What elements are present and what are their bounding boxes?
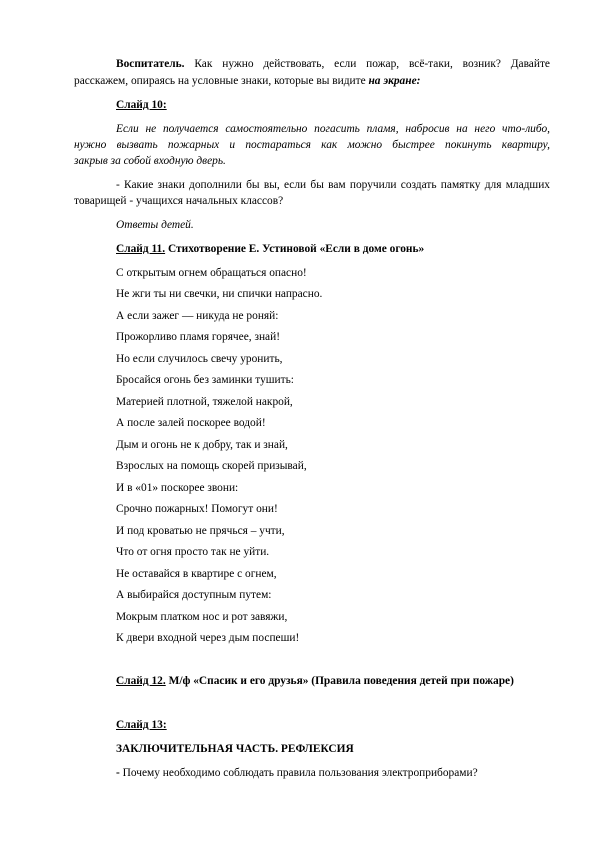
poem-line: К двери входной через дым поспеши! bbox=[116, 632, 300, 644]
slide10-italic-3: закрыв за собой входную дверь. bbox=[74, 155, 226, 167]
poem-line: И в «01» поскорее звони: bbox=[116, 482, 239, 494]
slide10-heading: Слайд 10: bbox=[116, 99, 167, 111]
slide11-heading: Слайд 11. bbox=[116, 243, 166, 255]
section-heading: ЗАКЛЮЧИТЕЛЬНАЯ ЧАСТЬ. РЕФЛЕКСИЯ bbox=[116, 743, 354, 755]
intro-emphasis: на экране: bbox=[368, 75, 421, 87]
poem-line: Дым и огонь не к добру, так и знай, bbox=[116, 439, 288, 451]
slide11-heading-line bbox=[116, 242, 556, 256]
intro-line-1 bbox=[116, 57, 550, 71]
slide12-heading-line bbox=[116, 674, 556, 688]
question-dash: - bbox=[116, 767, 120, 779]
slide10-italic-1: Если не получается самостоятельно погасить пламя, набросив на него что-либо, bbox=[116, 123, 550, 135]
poem-line: Но если случилось свечу уронить, bbox=[116, 353, 283, 365]
poem-line: Бросайся огонь без заминки тушить: bbox=[116, 374, 294, 386]
slide12-heading: Слайд 12. bbox=[116, 675, 166, 687]
poem-line: А если зажег — никуда не роняй: bbox=[116, 310, 279, 322]
poem-line: И под кроватью не прячься – учти, bbox=[116, 525, 285, 537]
slide10-question-1: - Какие знаки дополнили бы вы, если бы вам поручили создать памятку для младших bbox=[116, 179, 550, 191]
poem-line: Что от огня просто так не уйти. bbox=[116, 546, 270, 558]
intro-text-1: Как нужно действовать, если пожар, всё-таки, возник? Давайте bbox=[194, 58, 550, 70]
slide13-heading: Слайд 13: bbox=[116, 719, 167, 731]
poem-line: А выбирайся доступным путем: bbox=[116, 589, 272, 601]
intro-text-2: расскажем, опираясь на условные знаки, которые вы видите bbox=[74, 75, 366, 87]
poem-line: Прожорливо пламя горячее, знай! bbox=[116, 331, 281, 343]
poem-line: А после залей поскорее водой! bbox=[116, 417, 266, 429]
slide11-title: Стихотворение Е. Устиновой «Если в доме огонь» bbox=[165, 243, 425, 255]
poem-line: С открытым огнем обращаться опасно! bbox=[116, 267, 307, 279]
poem-line: Не оставайся в квартире с огнем, bbox=[116, 568, 277, 580]
slide12-title: М/ф «Спасик и его друзья» (Правила поведения детей при пожаре) bbox=[165, 675, 514, 687]
poem-line: Мокрым платком нос и рот завяжи, bbox=[116, 611, 288, 623]
poem-line: Срочно пожарных! Помогут они! bbox=[116, 503, 278, 515]
slide10-italic-2: нужно вызвать пожарных и постараться как можно быстрее покинуть квартиру, bbox=[74, 139, 550, 151]
reflection-question bbox=[116, 766, 556, 780]
poem-line: Не жги ты ни свечки, ни спички напрасно. bbox=[116, 288, 323, 300]
poem-line: Материей плотной, тяжелой накрой, bbox=[116, 396, 293, 408]
question-text: Почему необходимо соблюдать правила пользования электроприборами? bbox=[119, 767, 478, 779]
slide10-answers: Ответы детей. bbox=[116, 219, 194, 231]
slide10-question-2: товарищей - учащихся начальных классов? bbox=[74, 195, 284, 207]
poem-line: Взрослых на помощь скорей призывай, bbox=[116, 460, 307, 472]
speaker-label: Воспитатель. bbox=[116, 58, 185, 70]
intro-line-2 bbox=[74, 74, 514, 88]
